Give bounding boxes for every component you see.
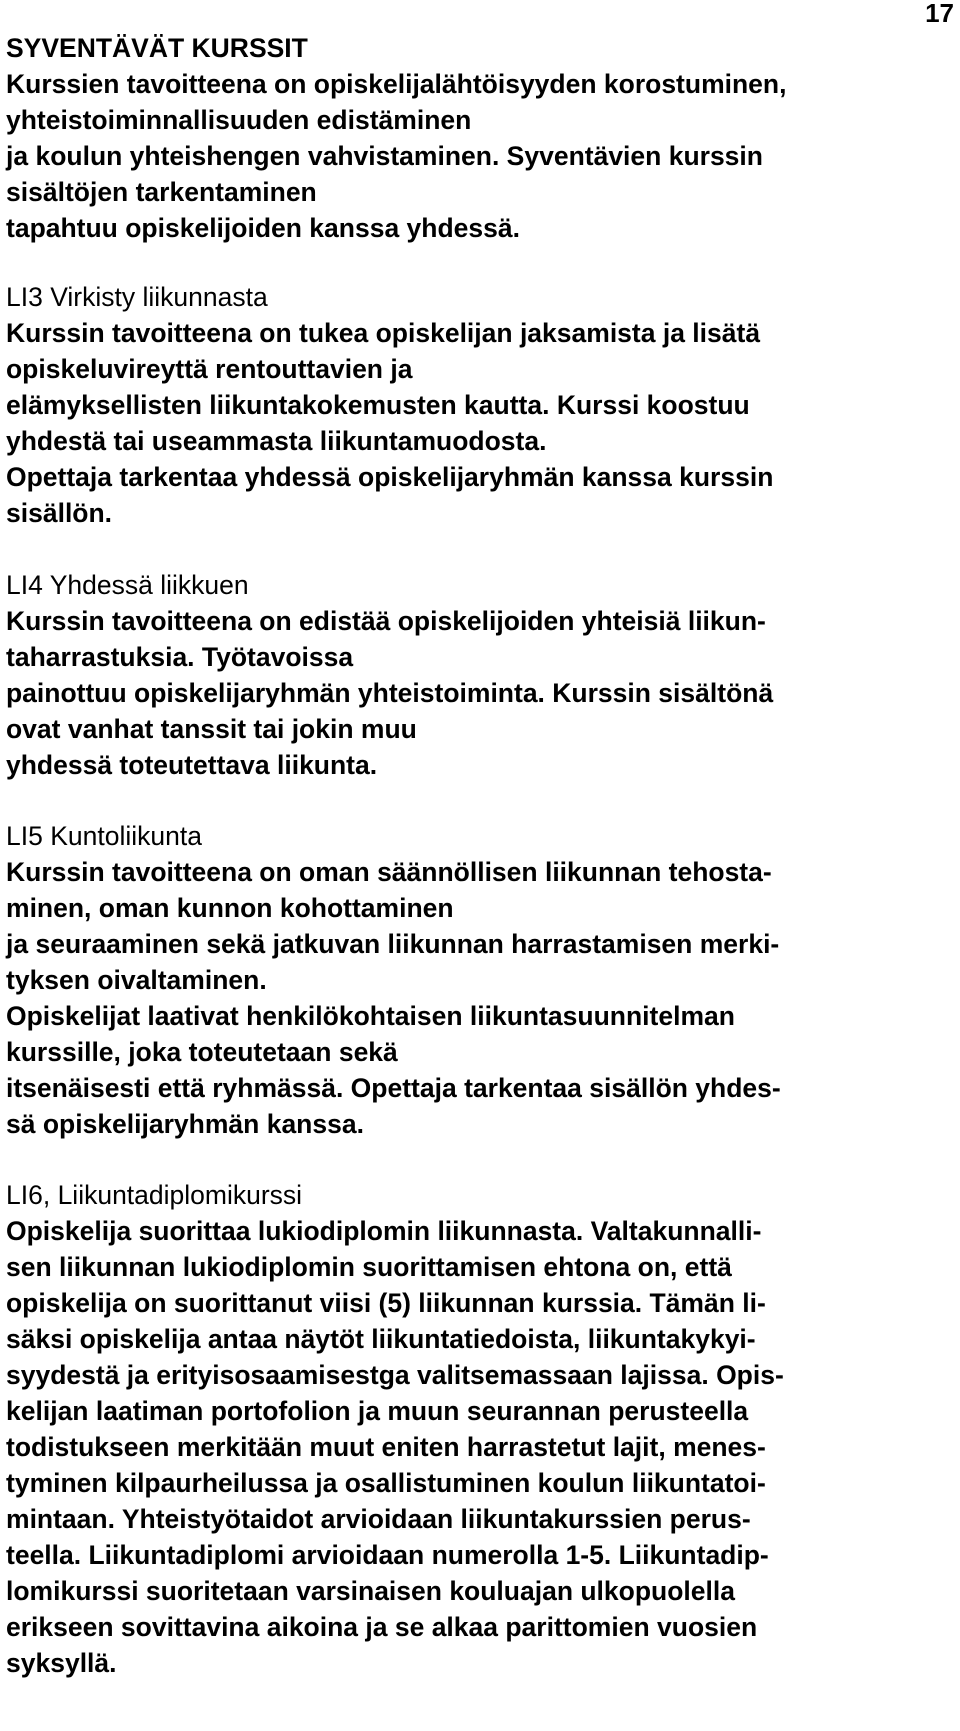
section-li5 xyxy=(6,818,946,1142)
paragraph-line: sen liikunnan lukiodiplomin suorittamisen ehtona on, että xyxy=(6,1252,732,1282)
paragraph-line: teella. Liikuntadiplomi arvioidaan numerolla 1-5. Liikuntadip- xyxy=(6,1540,769,1570)
paragraph-line: ja koulun yhteishengen vahvistaminen. Syventävien kurssin xyxy=(6,141,763,171)
paragraph-line: ja seuraaminen sekä jatkuvan liikunnan harrastamisen merki- xyxy=(6,929,780,959)
paragraph-line: yhdestä tai useammasta liikuntamuodosta. xyxy=(6,426,547,456)
paragraph-line: kelijan laatiman portofolion ja muun seurannan perusteella xyxy=(6,1396,749,1426)
paragraph-line: mintaan. Yhteistyötaidot arvioidaan liikuntakurssien perus- xyxy=(6,1504,751,1534)
paragraph-line: minen, oman kunnon kohottaminen xyxy=(6,893,454,923)
paragraph-line: Opiskelija suorittaa lukiodiplomin liikunnasta. Valtakunnalli- xyxy=(6,1216,762,1246)
paragraph-line: Kurssin tavoitteena on tukea opiskelijan jaksamista ja lisätä xyxy=(6,318,761,348)
section-syventavat-kurssit xyxy=(6,30,946,246)
paragraph-line: elämyksellisten liikuntakokemusten kautta. Kurssi koostuu xyxy=(6,390,750,420)
paragraph-line: sisällön. xyxy=(6,498,113,528)
paragraph-line: tapahtuu opiskelijoiden kanssa yhdessä. xyxy=(6,213,520,243)
paragraph-line: syydestä ja erityisosaamisestga valitsemassaan lajissa. Opis- xyxy=(6,1360,784,1390)
paragraph-line: tyminen kilpaurheilussa ja osallistuminen koulun liikuntatoi- xyxy=(6,1468,766,1498)
paragraph-line: ovat vanhat tanssit tai jokin muu xyxy=(6,714,417,744)
section-li4 xyxy=(6,567,946,783)
paragraph-line: säksi opiskelija antaa näytöt liikuntatiedoista, liikuntakykyi- xyxy=(6,1324,756,1354)
section-heading: LI3 Virkisty liikunnasta xyxy=(6,282,268,312)
paragraph-line: yhteistoiminnallisuuden edistäminen xyxy=(6,105,472,135)
paragraph-line: taharrastuksia. Työtavoissa xyxy=(6,642,354,672)
paragraph-line: syksyllä. xyxy=(6,1648,117,1678)
section-heading: SYVENTÄVÄT KURSSIT xyxy=(6,33,308,63)
paragraph-line: Kurssin tavoitteena on oman säännöllisen liikunnan tehosta- xyxy=(6,857,772,887)
paragraph-line: Kurssien tavoitteena on opiskelijalähtöisyyden korostuminen, xyxy=(6,69,787,99)
paragraph-line: tyksen oivaltaminen. xyxy=(6,965,267,995)
paragraph-line: Kurssin tavoitteena on edistää opiskelijoiden yhteisiä liikun- xyxy=(6,606,766,636)
paragraph-line: itsenäisesti että ryhmässä. Opettaja tarkentaa sisällön yhdes- xyxy=(6,1073,781,1103)
page-number: 17 xyxy=(925,0,954,28)
paragraph-line: painottuu opiskelijaryhmän yhteistoiminta. Kurssin sisältönä xyxy=(6,678,774,708)
paragraph-line: lomikurssi suoritetaan varsinaisen kouluajan ulkopuolella xyxy=(6,1576,735,1606)
section-heading: LI5 Kuntoliikunta xyxy=(6,821,202,851)
paragraph-line: sisältöjen tarkentaminen xyxy=(6,177,317,207)
paragraph-line: erikseen sovittavina aikoina ja se alkaa parittomien vuosien xyxy=(6,1612,758,1642)
paragraph-line: todistukseen merkitään muut eniten harrastetut lajit, menes- xyxy=(6,1432,766,1462)
paragraph-line: opiskeluvireyttä rentouttavien ja xyxy=(6,354,413,384)
section-heading: LI6, Liikuntadiplomikurssi xyxy=(6,1180,303,1210)
paragraph-line: sä opiskelijaryhmän kanssa. xyxy=(6,1109,364,1139)
section-heading: LI4 Yhdessä liikkuen xyxy=(6,570,249,600)
section-li3 xyxy=(6,279,946,531)
paragraph-line: Opettaja tarkentaa yhdessä opiskelijaryhmän kanssa kurssin xyxy=(6,462,774,492)
paragraph-line: yhdessä toteutettava liikunta. xyxy=(6,750,378,780)
paragraph-line: kurssille, joka toteutetaan sekä xyxy=(6,1037,398,1067)
paragraph-line: Opiskelijat laativat henkilökohtaisen liikuntasuunnitelman xyxy=(6,1001,735,1031)
document-body xyxy=(6,30,946,1681)
section-li6 xyxy=(6,1177,946,1681)
paragraph-line: opiskelija on suorittanut viisi (5) liikunnan kurssia. Tämän li- xyxy=(6,1288,766,1318)
